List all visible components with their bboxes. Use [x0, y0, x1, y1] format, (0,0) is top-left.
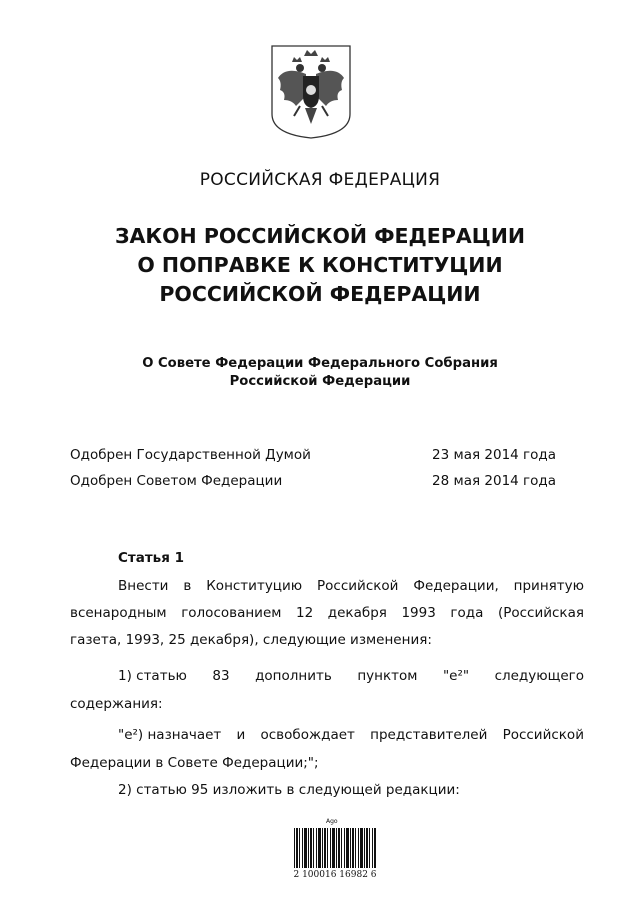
law-subtitle	[80, 355, 560, 391]
law-title-line: О ПОПРАВКЕ К КОНСТИТУЦИИ	[137, 253, 503, 277]
approval-date: 28 мая 2014 года	[432, 473, 556, 489]
word: 12	[296, 605, 314, 621]
word: представителей	[370, 727, 488, 743]
word: "е²) назначает	[118, 727, 222, 743]
word: 1993	[401, 605, 436, 621]
paragraph-line	[70, 605, 584, 621]
word: следующего	[494, 668, 584, 684]
barcode-top-label: Ago	[326, 818, 338, 825]
subtitle-line: Российской Федерации	[229, 374, 411, 389]
paragraph-line: Федерации в Совете Федерации;";	[70, 755, 319, 771]
word: Российской	[502, 727, 584, 743]
word: (Российская	[497, 605, 584, 621]
word: в	[183, 578, 192, 594]
approval-row-federation-council	[70, 473, 556, 489]
word: Федерации,	[413, 578, 499, 594]
barcode	[286, 818, 384, 880]
coat-of-arms-emblem	[270, 44, 352, 140]
word: всенародным	[70, 605, 167, 621]
word: принятую	[513, 578, 584, 594]
paragraph-line	[118, 668, 584, 684]
subtitle-line: О Совете Федерации Федерального Собрания	[142, 356, 498, 371]
approval-label: Одобрен Государственной Думой	[70, 447, 311, 463]
barcode-number: 2 100016 16982 6	[293, 870, 377, 880]
paragraph-line: газета, 1993, 25 декабря), следующие изменения:	[70, 632, 432, 648]
word: 83	[212, 668, 230, 684]
word: Конституцию	[206, 578, 303, 594]
word: декабря	[327, 605, 387, 621]
paragraph-line: содержания:	[70, 696, 163, 712]
article-heading: Статья 1	[118, 550, 184, 566]
word: и	[236, 727, 246, 743]
word: "е²"	[442, 668, 470, 684]
paragraph-line	[118, 727, 584, 743]
paragraph-line: 2) статью 95 изложить в следующей редакции:	[118, 782, 460, 798]
law-title	[60, 222, 580, 309]
law-title-line: ЗАКОН РОССИЙСКОЙ ФЕДЕРАЦИИ	[114, 224, 526, 248]
word: дополнить	[255, 668, 332, 684]
approval-row-duma	[70, 447, 556, 463]
paragraph-line	[118, 578, 584, 594]
approval-label: Одобрен Советом Федерации	[70, 473, 283, 489]
word: Российской	[317, 578, 399, 594]
country-name: РОССИЙСКАЯ ФЕДЕРАЦИЯ	[199, 170, 441, 190]
word: голосованием	[181, 605, 282, 621]
word: пунктом	[357, 668, 418, 684]
barcode-bars	[294, 828, 376, 868]
law-title-line: РОССИЙСКОЙ ФЕДЕРАЦИИ	[159, 282, 481, 306]
word: Внести	[118, 578, 169, 594]
approval-date: 23 мая 2014 года	[432, 447, 556, 463]
word: 1) статью	[118, 668, 187, 684]
word: года	[450, 605, 484, 621]
word: освобождает	[260, 727, 355, 743]
